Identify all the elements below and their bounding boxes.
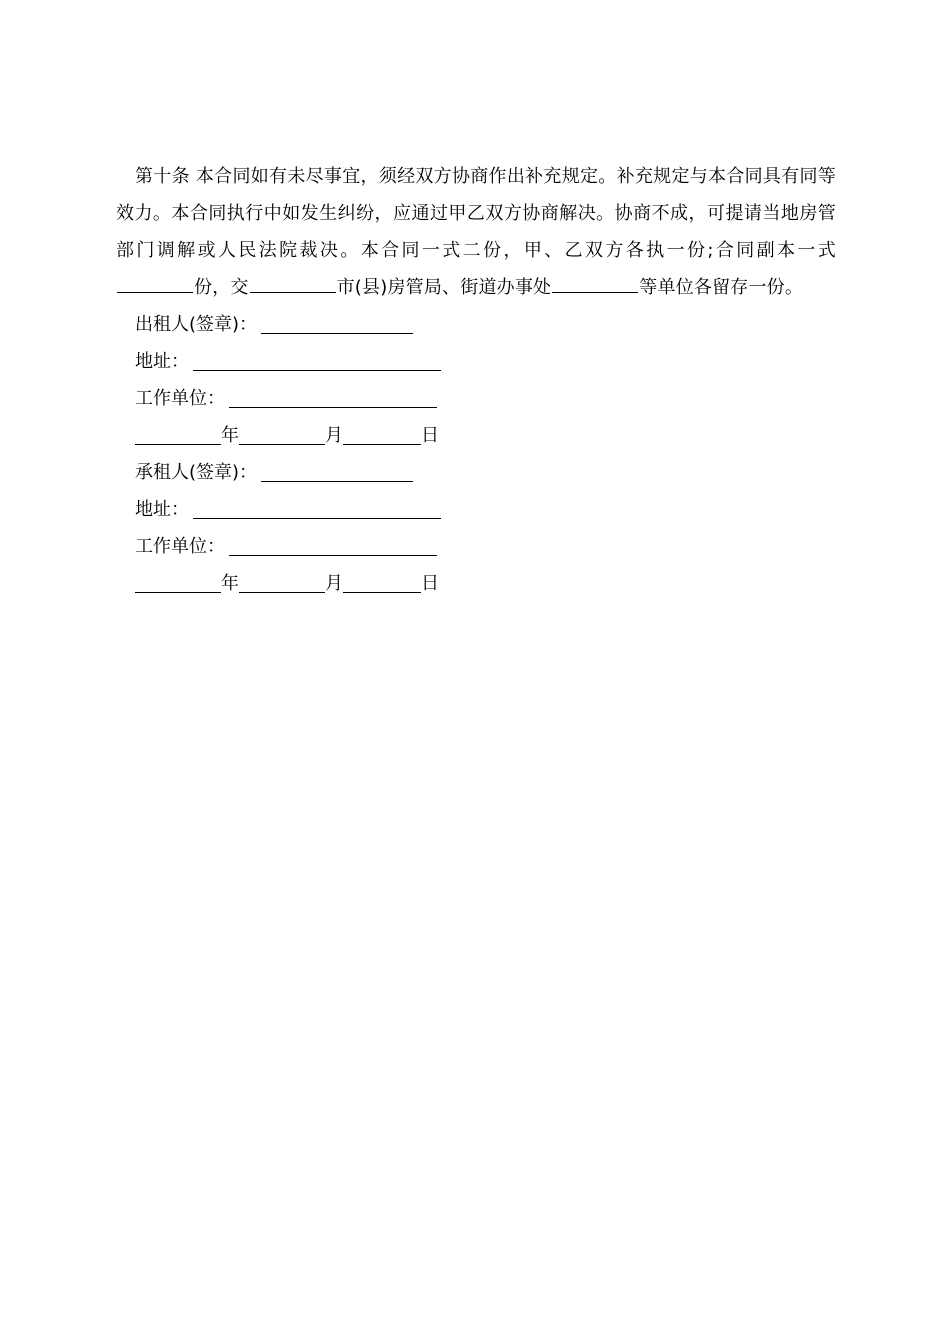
lessor-date-line [116, 417, 836, 454]
lessor-year-label: 年 [221, 425, 239, 446]
clause-ten-text-2: 份，交 [194, 277, 249, 298]
lessor-year-blank [135, 426, 221, 445]
lessee-day-label: 日 [421, 573, 439, 594]
lessor-name-blank [261, 315, 413, 334]
lessee-workplace-blank [229, 537, 437, 556]
lessee-workplace-line [116, 528, 836, 565]
lessee-address-blank [193, 500, 441, 519]
lessor-address-label: 地址： [135, 351, 189, 372]
lessee-date-line [116, 565, 836, 602]
clause-ten-text-4: 等单位各留存一份。 [639, 277, 804, 298]
lessor-address-blank [193, 352, 441, 371]
lessee-name-line [116, 454, 836, 491]
lessee-name-label: 承租人(签章)： [135, 462, 258, 483]
clause-ten-text-1: 第十条 本合同如有未尽事宜，须经双方协商作出补充规定。补充规定与本合同具有同等效力。本合同执行中如发生纠纷，应通过甲乙双方协商解决。协商不成，可提请当地房管部门调解或人民法院裁决。本合同一式二份，甲、乙双方各执一份;合同副本一式 [116, 166, 836, 261]
clause-ten-paragraph [116, 158, 836, 306]
city-name-blank [250, 273, 336, 293]
lessee-name-blank [261, 463, 413, 482]
clause-ten-text-3: 市(县)房管局、街道办事处 [336, 277, 552, 298]
lessor-workplace-blank [229, 389, 437, 408]
lessee-month-label: 月 [325, 573, 343, 594]
lessee-year-blank [135, 574, 221, 593]
lessor-day-label: 日 [421, 425, 439, 446]
lessor-workplace-line [116, 380, 836, 417]
lessor-day-blank [343, 426, 421, 445]
office-name-blank [552, 273, 638, 293]
lessor-address-line [116, 343, 836, 380]
lessee-month-blank [239, 574, 325, 593]
lessee-address-line [116, 491, 836, 528]
lessor-month-blank [239, 426, 325, 445]
copies-count-blank [117, 273, 193, 293]
lessee-address-label: 地址： [135, 499, 189, 520]
lessor-month-label: 月 [325, 425, 343, 446]
lessor-workplace-label: 工作单位： [135, 388, 225, 409]
lessee-signature-block [116, 454, 836, 602]
lessee-workplace-label: 工作单位： [135, 536, 225, 557]
contract-content [116, 158, 836, 602]
lessor-name-line [116, 306, 836, 343]
lessor-name-label: 出租人(签章)： [135, 314, 258, 335]
lessor-signature-block [116, 306, 836, 454]
lessee-day-blank [343, 574, 421, 593]
lessee-year-label: 年 [221, 573, 239, 594]
